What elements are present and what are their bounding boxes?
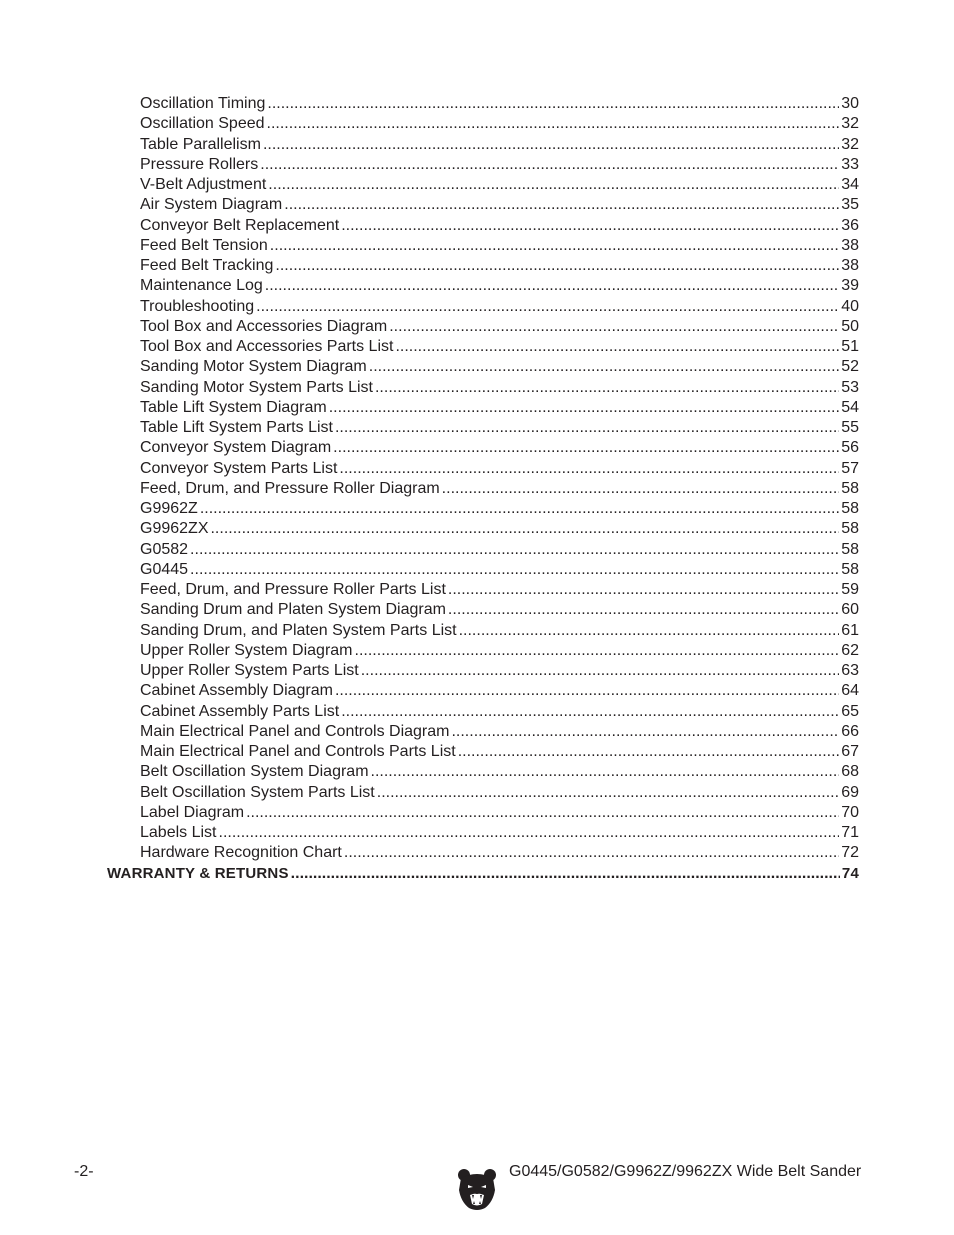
dot-leader bbox=[448, 580, 839, 600]
toc-entry-page: 62 bbox=[841, 641, 859, 659]
toc-entry-title: Upper Roller System Diagram bbox=[140, 641, 353, 659]
toc-entry[interactable] bbox=[0, 256, 859, 276]
toc-entry-title: Label Diagram bbox=[140, 803, 245, 821]
toc-entry-page: 64 bbox=[841, 682, 859, 700]
toc-entry-page: 56 bbox=[841, 439, 859, 457]
toc-entry-page: 70 bbox=[841, 803, 859, 821]
dot-leader bbox=[268, 175, 839, 195]
toc-entry-page: 58 bbox=[841, 560, 859, 578]
toc-entry-title: V-Belt Adjustment bbox=[140, 176, 267, 193]
toc-entry-page: 66 bbox=[841, 722, 859, 740]
dot-leader bbox=[355, 641, 840, 661]
toc-entry[interactable] bbox=[0, 398, 859, 418]
toc-entry-page: 58 bbox=[841, 479, 859, 497]
toc-entry[interactable] bbox=[0, 540, 859, 560]
toc-entry-title: Belt Oscillation System Diagram bbox=[140, 763, 369, 781]
toc-entry-page: 67 bbox=[841, 743, 859, 760]
toc-entry-page: 52 bbox=[841, 358, 859, 376]
dot-leader bbox=[329, 398, 839, 418]
toc-entry[interactable] bbox=[0, 155, 859, 175]
toc-entry-page: 61 bbox=[841, 621, 859, 639]
toc-entry[interactable] bbox=[0, 843, 859, 863]
toc-entry-page: 38 bbox=[841, 236, 859, 254]
toc-entry-title: Troubleshooting bbox=[140, 297, 255, 315]
dot-leader bbox=[219, 823, 840, 843]
dot-leader bbox=[333, 438, 839, 458]
toc-entry-page: 69 bbox=[841, 783, 859, 801]
toc-entry-title: Pressure Rollers bbox=[140, 155, 259, 173]
dot-leader bbox=[341, 702, 839, 722]
dot-leader bbox=[389, 317, 839, 337]
toc-section-entry[interactable] bbox=[0, 864, 859, 884]
toc-entry-title: Sanding Drum and Platen System Diagram bbox=[140, 601, 446, 619]
toc-entry-title: Conveyor System Diagram bbox=[140, 439, 332, 457]
toc-entry[interactable] bbox=[0, 114, 859, 134]
toc-entry[interactable] bbox=[0, 479, 859, 499]
toc-entry-page: 51 bbox=[841, 338, 859, 355]
toc-entry[interactable] bbox=[0, 317, 859, 337]
toc-entry[interactable] bbox=[0, 803, 859, 823]
dot-leader bbox=[361, 661, 839, 681]
toc-entry[interactable] bbox=[0, 681, 859, 701]
dot-leader bbox=[190, 540, 839, 560]
toc-entry-page: 50 bbox=[841, 317, 859, 335]
toc-entry-page: 30 bbox=[841, 95, 859, 112]
toc-entry[interactable] bbox=[0, 438, 859, 458]
toc-entry-page: 57 bbox=[841, 459, 859, 477]
dot-leader bbox=[267, 94, 839, 114]
dot-leader bbox=[448, 600, 839, 620]
dot-leader bbox=[344, 843, 839, 863]
table-of-contents bbox=[0, 94, 954, 884]
toc-entry-title: Tool Box and Accessories Diagram bbox=[140, 317, 388, 335]
toc-entry-title: Labels List bbox=[140, 824, 217, 841]
grizzly-bear-logo-icon bbox=[457, 1168, 497, 1212]
toc-entry[interactable] bbox=[0, 519, 859, 539]
dot-leader bbox=[200, 499, 839, 519]
toc-entry[interactable] bbox=[0, 722, 859, 742]
dot-leader bbox=[190, 560, 839, 580]
toc-entry-title: Conveyor Belt Replacement bbox=[140, 216, 340, 234]
toc-entry-page: 53 bbox=[841, 378, 859, 396]
toc-entry-page: 72 bbox=[841, 844, 859, 862]
toc-entry-page: 63 bbox=[841, 662, 859, 679]
dot-leader bbox=[341, 216, 839, 236]
toc-entry[interactable] bbox=[0, 418, 859, 438]
toc-entry-title: Feed, Drum, and Pressure Roller Diagram bbox=[140, 479, 440, 497]
toc-entry-page: 40 bbox=[841, 297, 859, 315]
dot-leader bbox=[335, 418, 839, 438]
toc-entry-page: 68 bbox=[841, 763, 859, 781]
dot-leader bbox=[246, 803, 839, 823]
toc-entry[interactable] bbox=[0, 94, 859, 114]
dot-leader bbox=[263, 135, 839, 155]
toc-entry[interactable] bbox=[0, 783, 859, 803]
toc-entry[interactable] bbox=[0, 742, 859, 762]
toc-entry-title: G9962ZX bbox=[140, 520, 209, 538]
toc-entry-page: 32 bbox=[841, 115, 859, 133]
dot-leader bbox=[267, 114, 840, 134]
dot-leader bbox=[459, 621, 840, 641]
toc-entry-title: Oscillation Speed bbox=[140, 115, 265, 133]
toc-entry[interactable] bbox=[0, 216, 859, 236]
dot-leader bbox=[377, 783, 839, 803]
toc-entry-title: Table Lift System Parts List bbox=[140, 419, 333, 436]
toc-entry-page: 59 bbox=[841, 581, 859, 598]
dot-leader bbox=[275, 256, 839, 276]
toc-entry[interactable] bbox=[0, 580, 859, 600]
toc-entry[interactable] bbox=[0, 175, 859, 195]
dot-leader bbox=[451, 722, 839, 742]
toc-entry[interactable] bbox=[0, 621, 859, 641]
toc-entry[interactable] bbox=[0, 135, 859, 155]
dot-leader bbox=[260, 155, 839, 175]
page-number: -2- bbox=[74, 1163, 94, 1180]
toc-entry-title: Belt Oscillation System Parts List bbox=[140, 783, 375, 801]
toc-entry[interactable] bbox=[0, 641, 859, 661]
toc-entry[interactable] bbox=[0, 459, 859, 479]
toc-entry-page: 60 bbox=[841, 601, 859, 619]
dot-leader bbox=[369, 357, 839, 377]
toc-entry-page: 58 bbox=[841, 500, 859, 517]
toc-entry[interactable] bbox=[0, 357, 859, 377]
toc-entry-page: 58 bbox=[841, 540, 859, 558]
toc-entry-title: Feed, Drum, and Pressure Roller Parts List bbox=[140, 581, 446, 598]
dot-leader bbox=[458, 742, 840, 762]
dot-leader bbox=[291, 864, 840, 884]
toc-entry[interactable] bbox=[0, 236, 859, 256]
toc-entry-title: Main Electrical Panel and Controls Parts List bbox=[140, 743, 456, 760]
toc-entry[interactable] bbox=[0, 762, 859, 782]
toc-entry[interactable] bbox=[0, 702, 859, 722]
dot-leader bbox=[265, 276, 839, 296]
toc-entry-page: 65 bbox=[841, 702, 859, 720]
toc-entry-page: 39 bbox=[841, 277, 859, 295]
toc-entry-page: 32 bbox=[841, 135, 859, 153]
toc-entry[interactable] bbox=[0, 661, 859, 681]
toc-entry-title: G0445 bbox=[140, 560, 189, 578]
toc-entry[interactable] bbox=[0, 337, 859, 357]
toc-entry-page: 71 bbox=[841, 824, 859, 841]
toc-entry-title: Tool Box and Accessories Parts List bbox=[140, 338, 394, 355]
toc-entry-page: 74 bbox=[841, 864, 859, 882]
toc-entry-title: G0582 bbox=[140, 540, 189, 558]
toc-entry-title: Main Electrical Panel and Controls Diagram bbox=[140, 722, 450, 740]
dot-leader bbox=[210, 519, 839, 539]
toc-entry[interactable] bbox=[0, 276, 859, 296]
toc-entry-title: Sanding Motor System Parts List bbox=[140, 378, 373, 396]
toc-entry-title: Table Parallelism bbox=[140, 135, 261, 153]
toc-entry-title: Cabinet Assembly Parts List bbox=[140, 702, 340, 720]
dot-leader bbox=[395, 337, 839, 357]
toc-entry[interactable] bbox=[0, 378, 859, 398]
dot-leader bbox=[339, 459, 839, 479]
toc-entry-page: 58 bbox=[841, 520, 859, 538]
toc-entry-page: 54 bbox=[841, 398, 859, 416]
toc-entry[interactable] bbox=[0, 600, 859, 620]
dot-leader bbox=[335, 681, 839, 701]
toc-entry[interactable] bbox=[0, 297, 859, 317]
toc-entry[interactable] bbox=[0, 823, 859, 843]
dot-leader bbox=[375, 378, 839, 398]
manual-title: G0445/G0582/G9962Z/9962ZX Wide Belt Sander bbox=[509, 1163, 862, 1180]
toc-entry-title: Air System Diagram bbox=[140, 196, 283, 214]
toc-entry-page: 36 bbox=[841, 216, 859, 234]
toc-entry-page: 34 bbox=[841, 176, 859, 193]
toc-entry-page: 35 bbox=[841, 196, 859, 214]
dot-leader bbox=[442, 479, 840, 499]
toc-entry-page: 55 bbox=[841, 419, 859, 436]
toc-entry-title: Sanding Drum, and Platen System Parts List bbox=[140, 621, 457, 639]
dot-leader bbox=[270, 236, 839, 256]
toc-entry-title: Hardware Recognition Chart bbox=[140, 844, 342, 862]
toc-entry-title: Feed Belt Tracking bbox=[140, 257, 274, 274]
toc-entry-title: Table Lift System Diagram bbox=[140, 398, 327, 416]
toc-entry-title: Feed Belt Tension bbox=[140, 236, 268, 254]
toc-entry[interactable] bbox=[0, 560, 859, 580]
toc-entry-page: 33 bbox=[841, 155, 859, 173]
toc-entry-title: Conveyor System Parts List bbox=[140, 459, 338, 477]
dot-leader bbox=[256, 297, 839, 317]
toc-entry-title: Cabinet Assembly Diagram bbox=[140, 682, 333, 700]
toc-entry[interactable] bbox=[0, 499, 859, 519]
toc-entry-title: Sanding Motor System Diagram bbox=[140, 358, 367, 376]
toc-entry-title: Upper Roller System Parts List bbox=[140, 662, 359, 679]
toc-entry[interactable] bbox=[0, 195, 859, 215]
toc-entry-page: 38 bbox=[841, 257, 859, 274]
toc-entry-title: Oscillation Timing bbox=[140, 95, 266, 112]
dot-leader bbox=[371, 762, 840, 782]
toc-entry-title: Maintenance Log bbox=[140, 277, 263, 295]
dot-leader bbox=[284, 195, 839, 215]
toc-entry-title: WARRANTY & RETURNS bbox=[107, 864, 289, 882]
toc-entry-title: G9962Z bbox=[140, 500, 198, 517]
